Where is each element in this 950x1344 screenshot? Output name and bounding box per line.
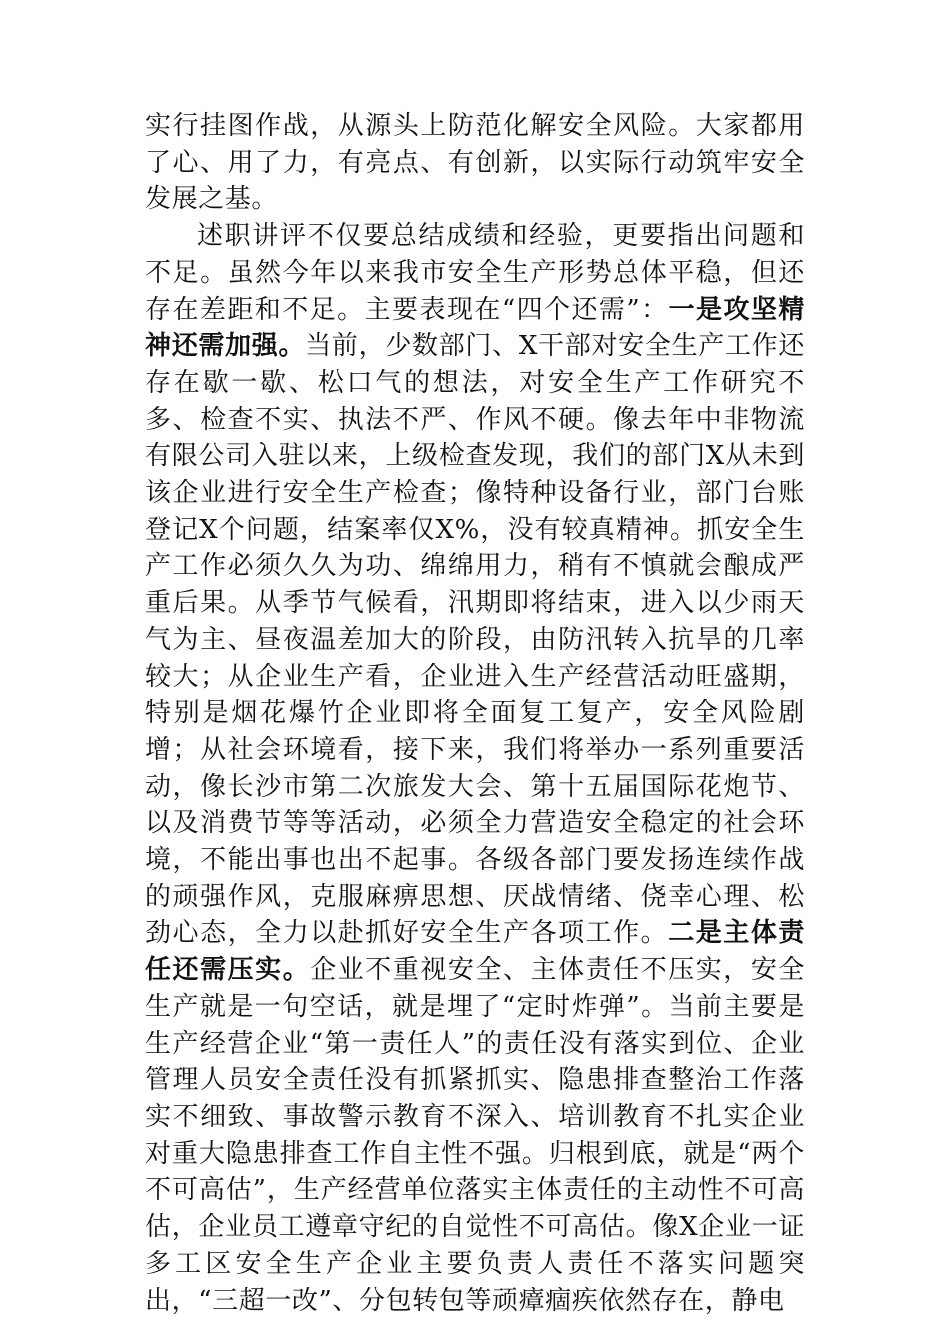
point-one-heading: 一是攻坚精神还需加强。 [145,294,805,362]
document-body [145,108,805,1319]
paragraph-2 [145,218,805,1319]
paragraph-2-intro: 述职讲评不仅要总结成绩和经验，更要指出问题和不足。虽然今年以来我市安全生产形势总体平稳，但还存在差距和不足。主要表现在“四个还需”： [145,221,805,325]
paragraph-1-text: 实行挂图作战，从源头上防范化解安全风险。大家都用了心、用了力，有亮点、有创新，以实际行动筑牢安全发展之基。 [145,111,805,215]
point-one-text: 当前，少数部门、X干部对安全生产工作还存在歇一歇、松口气的想法，对安全生产工作研究不多、检查不实、执法不严、作风不硬。像去年中非物流有限公司入驻以来，上级检查发现，我们的部门X从未到该企业进行安全生产检查；像特种设备行业，部门台账登记X个问题，结案率仅X%，没有较真精神。抓安全生产工作必须久久为功、绵绵用力，稍有不慎就会酿成严重后果。从季节气候看，汛期即将结束，进入以少雨天气为主、昼夜温差加大的阶段，由防汛转入抗旱的几率较大；从企业生产看，企业进入生产经营活动旺盛期，特别是烟花爆竹企业即将全面复工复产，安全风险剧增；从社会环境看，接下来，我们将举办一系列重要活动，像长沙市第二次旅发大会、第十五届国际花炮节、以及消费节等等活动，必须全力营造安全稳定的社会环境，不能出事也出不起事。各级各部门要发扬连续作战的顽强作风，克服麻痹思想、厌战情绪、侥幸心理、松劲心态，全力以赴抓好安全生产各项工作。 [145,331,805,949]
paragraph-1 [145,108,805,218]
point-two-heading: 二是主体责任还需压实。 [145,918,805,986]
point-two-text: 企业不重视安全、主体责任不压实，安全生产就是一句空话，就是埋了“定时炸弹”。当前主要是生产经营企业“第一责任人”的责任没有落实到位、企业管理人员安全责任没有抓紧抓实、隐患排查整治工作落实不细致、事故警示教育不深入、培训教育不扎实企业对重大隐患排查工作自主性不强。归根到底，就是“两个不可高估”，生产经营单位落实主体责任的主动性不可高估，企业员工遵章守纪的自觉性不可高估。像X企业一证多工区安全生产企业主要负责人责任不落实问题突出，“三超一改”、分包转包等顽瘴痼疾依然存在，静电 [145,955,805,1316]
